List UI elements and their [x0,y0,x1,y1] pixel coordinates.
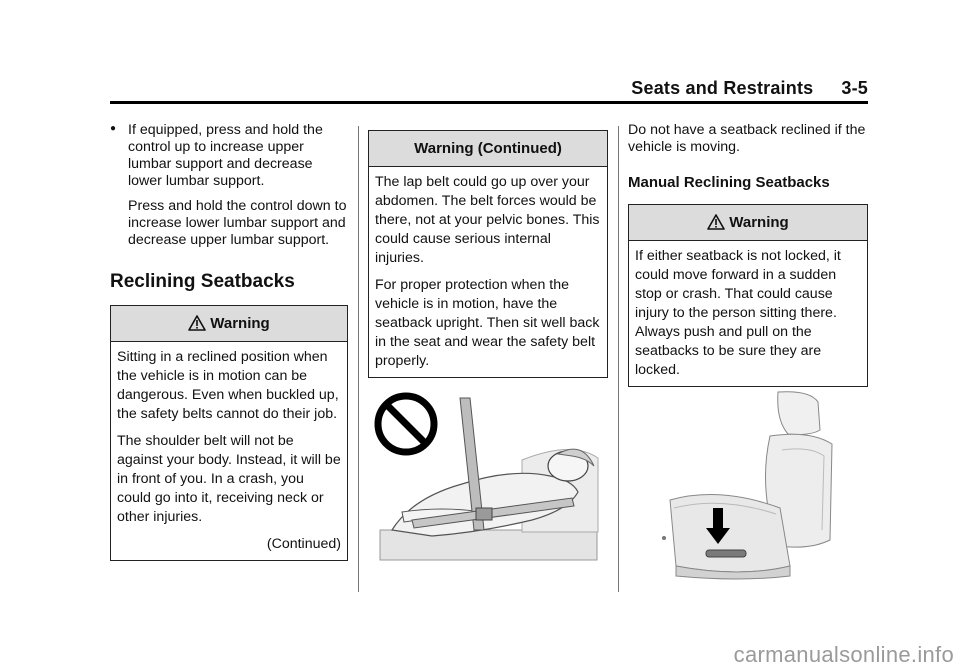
warning-body [111,342,347,560]
prohibition-sign-icon [378,396,434,452]
warning-paragraph: For proper protection when the vehicle is in motion, have the seatback upright. Then sit well back in the seat and wear the safety belt properly. [375,277,600,369]
warning-body [369,167,607,377]
column-1 [110,122,348,561]
continued-label: (Continued) [266,536,341,552]
header-rule [110,101,868,104]
page-header [631,78,868,99]
chapter-title: Seats and Restraints [631,78,814,98]
warning-box-manual [628,204,868,387]
warning-paragraph: The shoulder belt will not be against your body. Instead, it will be in front of you. In a crash, you could go into it, receiving neck or other injuries. [117,433,341,525]
warning-title: Warning [210,315,270,332]
subsection-title: Manual Reclining Seatbacks [628,174,830,191]
warning-box-reclining [110,305,348,561]
warning-paragraph: Sitting in a reclined position when the vehicle is in motion can be dangerous. Even when buckled up, the safety belts cannot do their job. [117,349,339,422]
warning-paragraph: If either seatback is not locked, it could move forward in a sudden stop or crash. That could cause injury to the person sitting there. Always push and pull on the seatbacks to be sure they are locked. [635,248,841,378]
column-3 [628,122,868,387]
section-title: Reclining Seatbacks [110,271,295,292]
bullet-item [110,122,348,190]
bullet-text: If equipped, press and hold the control up to increase upper lumbar support and decrease lower lumbar support. [128,122,323,189]
warning-box-continued [368,130,608,378]
seat-recline-lever-illustration [660,390,835,580]
warning-paragraph: The lap belt could go up over your abdomen. The belt forces would be there, not at your pelvic bones. This could cause serious internal injuries. [375,174,600,266]
page-number: 3-5 [841,78,868,98]
reclined-occupant-illustration [372,380,602,562]
warning-body [629,241,867,386]
warning-header [369,131,607,167]
intro-text: Do not have a seatback reclined if the vehicle is moving. [628,122,866,155]
column-divider-1 [358,126,359,592]
warning-triangle-icon [188,309,206,344]
warning-header [629,205,867,241]
warning-title: Warning (Continued) [414,140,562,157]
warning-header [111,306,347,342]
column-2 [368,122,608,378]
watermark: carmanualsonline.info [733,642,954,667]
bullet-continuation: Press and hold the control down to increase lower lumbar support and decrease upper lumbar support. [128,198,347,248]
bullet-icon: ● [110,123,117,134]
warning-triangle-icon [707,208,725,243]
warning-title: Warning [729,214,789,231]
recline-lever [706,550,746,557]
column-divider-2 [618,126,619,592]
